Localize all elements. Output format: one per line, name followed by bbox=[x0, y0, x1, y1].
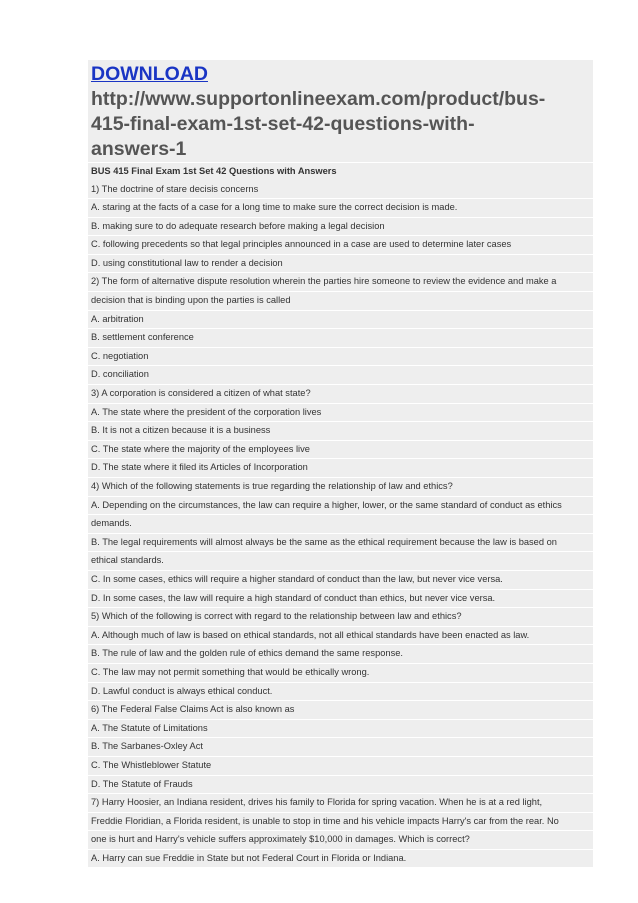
text-line: A. Harry can sue Freddie in State but not Federal Court in Florida or Indiana. bbox=[88, 850, 593, 869]
download-heading bbox=[88, 60, 593, 162]
text-line: D. The state where it filed its Articles of Incorporation bbox=[88, 459, 593, 478]
text-line: B. settlement conference bbox=[88, 329, 593, 348]
text-line: C. The Whistleblower Statute bbox=[88, 757, 593, 776]
text-line: D. Lawful conduct is always ethical conduct. bbox=[88, 683, 593, 702]
text-line: Freddie Floridian, a Florida resident, is unable to stop in time and his vehicle impacts Harry's car from the rear. No bbox=[88, 813, 593, 832]
text-line: 7) Harry Hoosier, an Indiana resident, drives his family to Florida for spring vacation. When he is at a red light, bbox=[88, 794, 593, 813]
text-line: B. The rule of law and the golden rule of ethics demand the same response. bbox=[88, 645, 593, 664]
text-line: A. The state where the president of the corporation lives bbox=[88, 404, 593, 423]
document-title: BUS 415 Final Exam 1st Set 42 Questions with Answers bbox=[88, 163, 593, 181]
text-line: A. arbitration bbox=[88, 311, 593, 330]
text-line: one is hurt and Harry's vehicle suffers approximately $10,000 in damages. Which is correct? bbox=[88, 831, 593, 850]
text-line: A. staring at the facts of a case for a long time to make sure the correct decision is made. bbox=[88, 199, 593, 218]
product-url-line[interactable]: http://www.supportonlineexam.com/product/bus- bbox=[91, 88, 546, 110]
text-line: A. Depending on the circumstances, the law can require a higher, lower, or the same standard of conduct as ethics bbox=[88, 497, 593, 516]
text-line: 1) The doctrine of stare decisis concerns bbox=[88, 181, 593, 200]
download-link[interactable]: DOWNLOAD bbox=[91, 63, 208, 85]
text-line: B. The legal requirements will almost always be the same as the ethical requirement because the law is based on bbox=[88, 534, 593, 553]
text-line: D. In some cases, the law will require a high standard of conduct than ethics, but never vice versa. bbox=[88, 590, 593, 609]
text-line: C. The law may not permit something that would be ethically wrong. bbox=[88, 664, 593, 683]
product-url-line[interactable]: answers-1 bbox=[91, 138, 187, 160]
text-line: A. Although much of law is based on ethical standards, not all ethical standards have been enacted as law. bbox=[88, 627, 593, 646]
product-url-line[interactable]: 415-final-exam-1st-set-42-questions-with- bbox=[91, 113, 475, 135]
text-line: ethical standards. bbox=[88, 552, 593, 571]
document-page bbox=[88, 60, 593, 868]
text-line: C. In some cases, ethics will require a higher standard of conduct than the law, but never vice versa. bbox=[88, 571, 593, 590]
text-line: C. The state where the majority of the employees live bbox=[88, 441, 593, 460]
text-line: B. making sure to do adequate research before making a legal decision bbox=[88, 218, 593, 237]
text-line: D. conciliation bbox=[88, 366, 593, 385]
text-line: D. using constitutional law to render a decision bbox=[88, 255, 593, 274]
text-line: B. The Sarbanes-Oxley Act bbox=[88, 738, 593, 757]
text-line: 4) Which of the following statements is true regarding the relationship of law and ethics? bbox=[88, 478, 593, 497]
question-list bbox=[88, 181, 593, 869]
text-line: 5) Which of the following is correct with regard to the relationship between law and ethics? bbox=[88, 608, 593, 627]
text-line: B. It is not a citizen because it is a business bbox=[88, 422, 593, 441]
text-line: A. The Statute of Limitations bbox=[88, 720, 593, 739]
text-line: demands. bbox=[88, 515, 593, 534]
text-line: C. following precedents so that legal principles announced in a case are used to determine later cases bbox=[88, 236, 593, 255]
text-line: C. negotiation bbox=[88, 348, 593, 367]
text-line: 2) The form of alternative dispute resolution wherein the parties hire someone to review the evidence and make a bbox=[88, 273, 593, 292]
text-line: 3) A corporation is considered a citizen of what state? bbox=[88, 385, 593, 404]
text-line: D. The Statute of Frauds bbox=[88, 776, 593, 795]
text-line: decision that is binding upon the parties is called bbox=[88, 292, 593, 311]
text-line: 6) The Federal False Claims Act is also known as bbox=[88, 701, 593, 720]
